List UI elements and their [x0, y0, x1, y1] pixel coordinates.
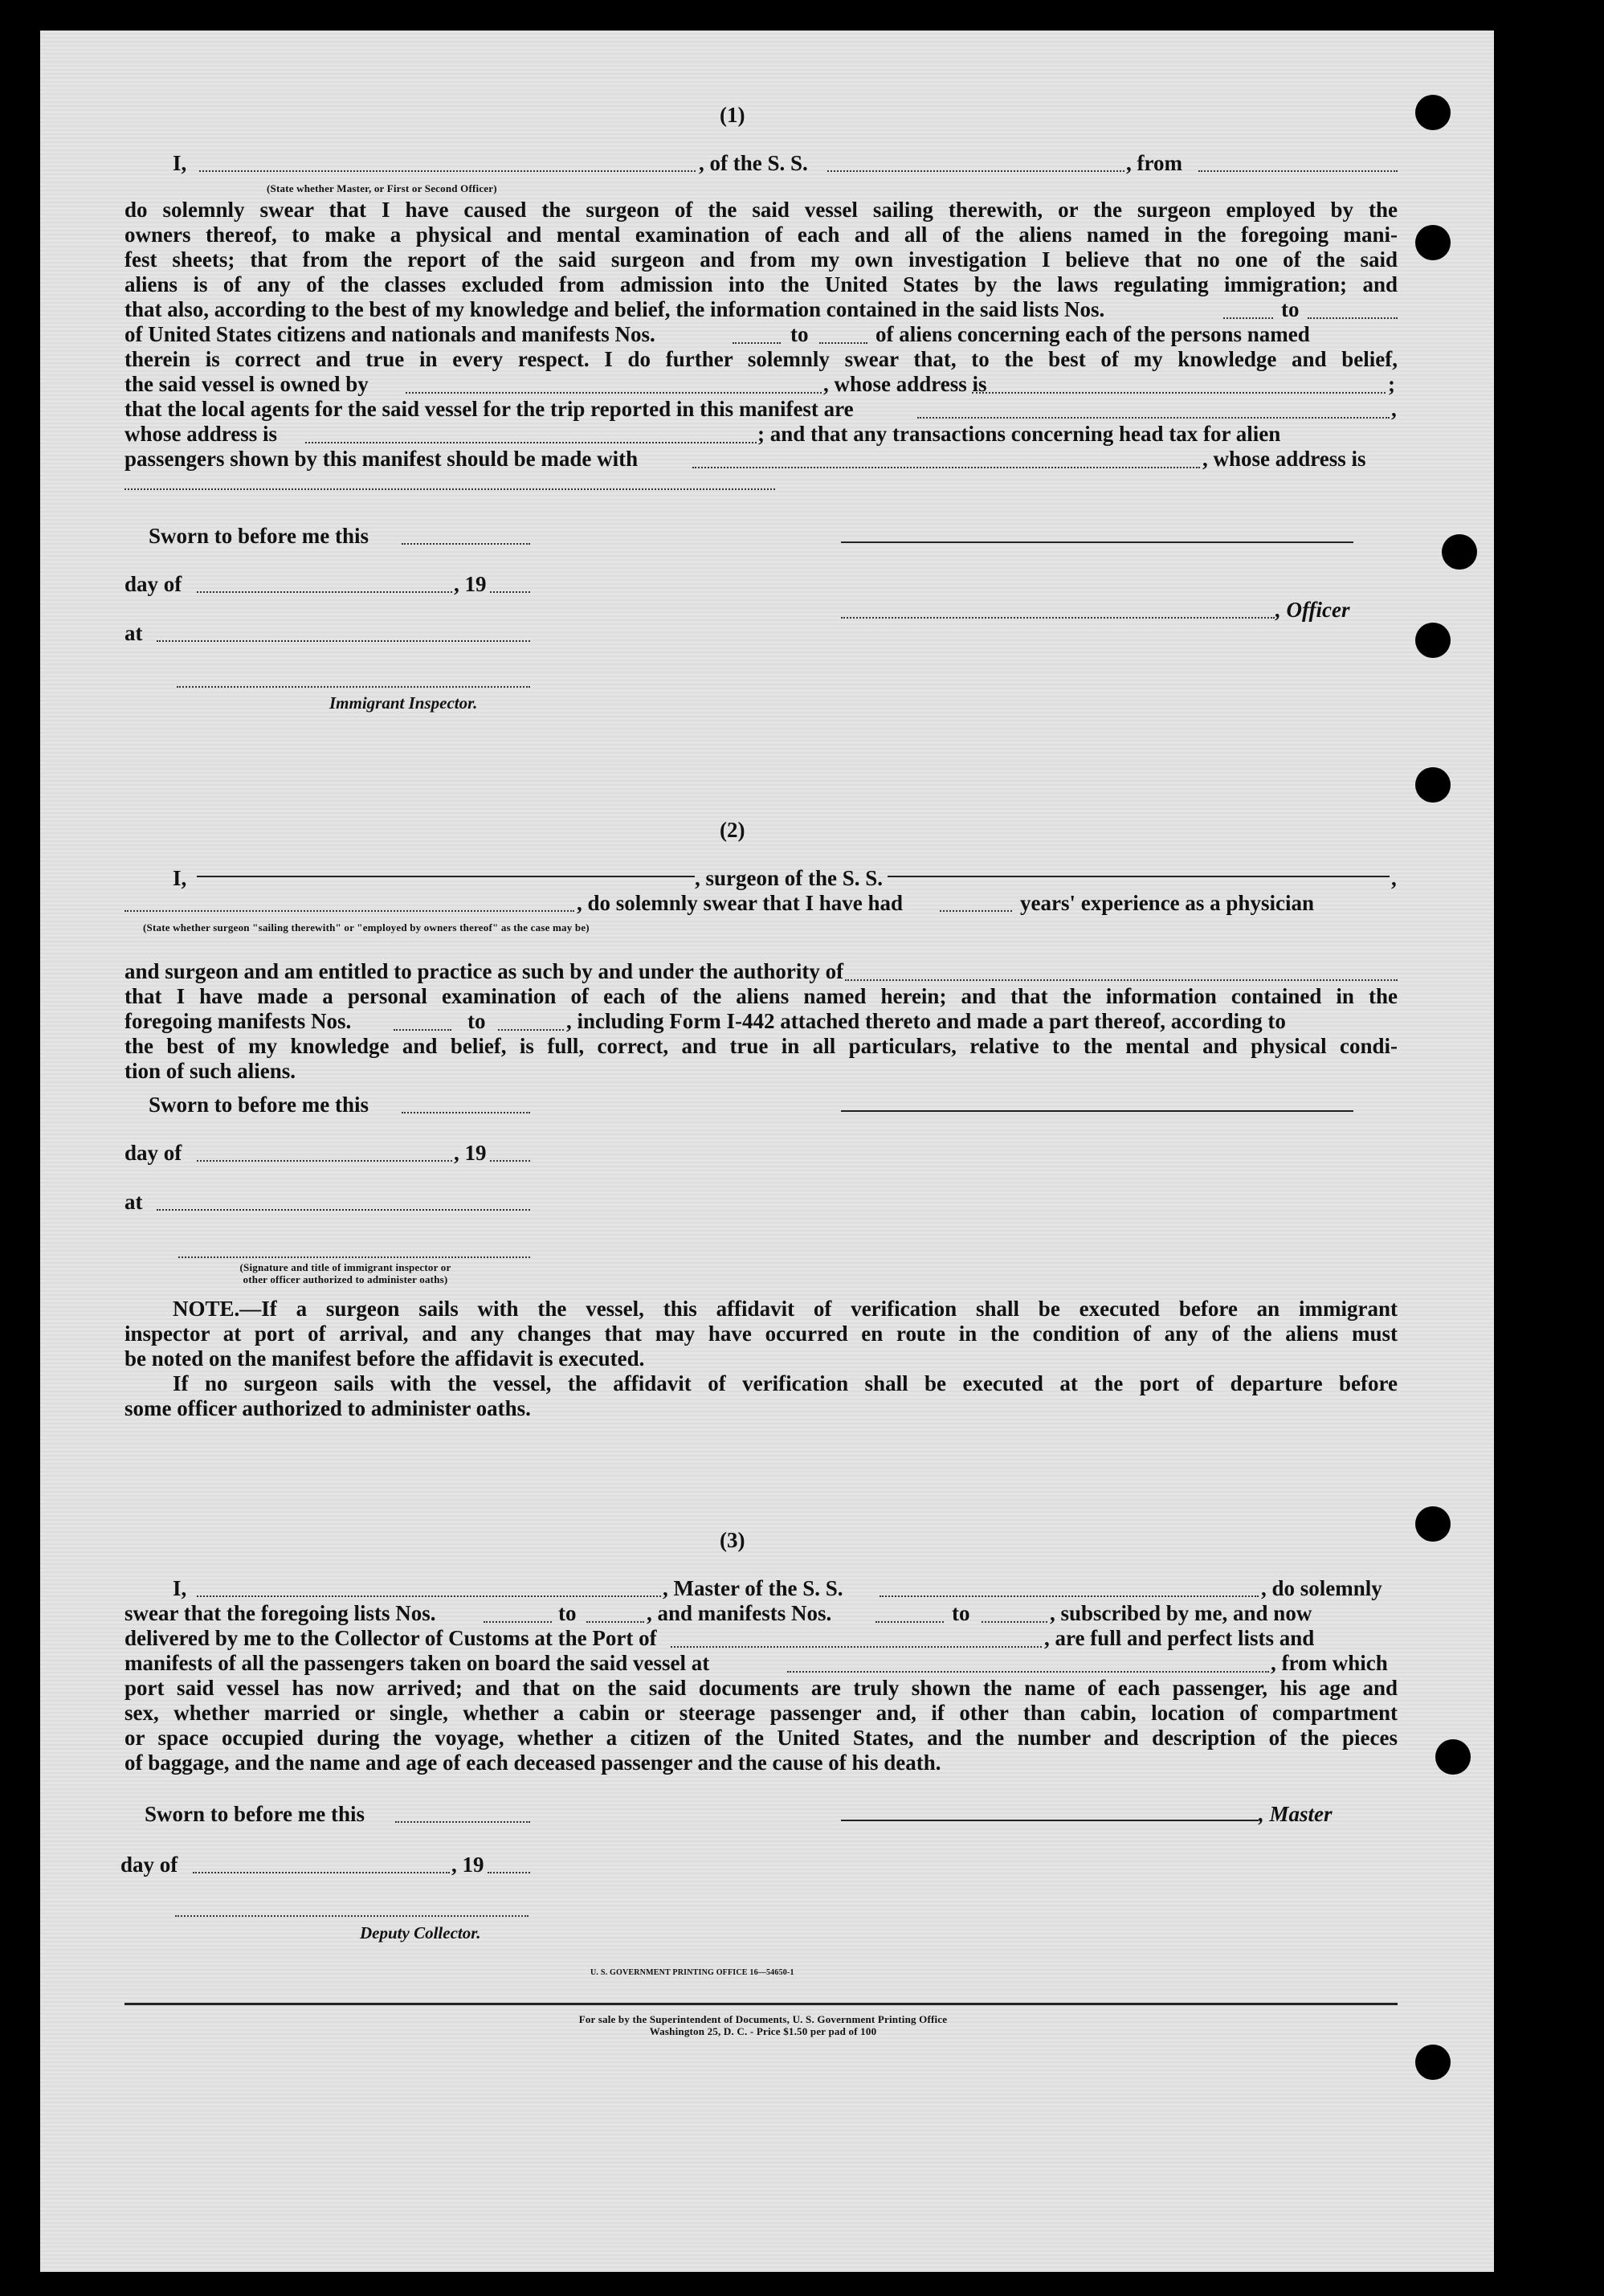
s3-para-line: port said vessel has now arrived; and that on the said documents are truly shown the name of each passenger, his age and	[124, 1676, 1398, 1700]
s1-inspector-signature-line[interactable]	[177, 686, 530, 688]
punch-hole	[1435, 1739, 1471, 1775]
s3-day-of-label: day of	[120, 1853, 178, 1877]
s2-note-line: NOTE.—If a surgeon sails with the vessel, this affidavit of verification shall be executed before an immigrant	[173, 1297, 1398, 1321]
s1-owner-address-field[interactable]	[972, 392, 1386, 394]
s1-head-tax-address-field[interactable]	[124, 488, 775, 490]
s3-master-signature-line[interactable]	[841, 1820, 1259, 1821]
s1-manifests-to-field[interactable]	[819, 342, 867, 344]
s1-whose-address-label: , whose address is	[823, 372, 987, 396]
s3-sworn-field[interactable]	[395, 1821, 530, 1823]
s2-sworn-field[interactable]	[402, 1112, 530, 1113]
sale-notice: Washington 25, D. C. - Price $1.50 per pad of 100	[649, 2025, 877, 2037]
s3-para-line: or space occupied during the voyage, whether a citizen of the United States, and the number and description of the pieces	[124, 1726, 1398, 1750]
s1-officer-note: (State whether Master, or First or Second Officer)	[267, 182, 497, 194]
s3-port-field[interactable]	[671, 1646, 1042, 1648]
s1-officer-signature-line[interactable]	[841, 541, 1353, 543]
s3-embark-port-field[interactable]	[787, 1671, 1269, 1673]
s2-surgeon-of-label: , surgeon of the S. S.	[695, 866, 884, 890]
s1-manifests-from-field[interactable]	[733, 342, 781, 344]
punch-hole	[1415, 2045, 1451, 2080]
s2-surgeon-note: (State whether surgeon "sailing therewith" or "employed by owners thereof" as the case may be)	[143, 921, 590, 934]
s1-at-field[interactable]	[157, 640, 530, 642]
s3-year-label: , 19	[451, 1853, 484, 1877]
s2-swear-text: , do solemnly swear that I have had	[577, 891, 904, 915]
s1-day-of-label: day of	[124, 572, 182, 596]
s3-day-field[interactable]	[193, 1872, 450, 1873]
s1-lists-to-field[interactable]	[1308, 317, 1398, 319]
punch-hole	[1415, 623, 1451, 658]
s2-surgeon-type-field[interactable]	[124, 910, 574, 912]
s2-including-text: , including Form I-442 attached thereto and made a part thereof, according to	[566, 1009, 1286, 1033]
s1-lists-from-field[interactable]	[1223, 317, 1273, 319]
s1-owner-field[interactable]	[406, 392, 822, 394]
s2-comma: ,	[1391, 866, 1397, 890]
s1-sworn-field[interactable]	[402, 543, 530, 545]
punch-hole	[1415, 1506, 1451, 1542]
s3-to-label: to	[558, 1601, 577, 1625]
s3-lists-from-field[interactable]	[484, 1621, 552, 1623]
s2-years-text: years' experience as a physician	[1020, 891, 1314, 915]
s2-at-field[interactable]	[157, 1209, 530, 1211]
s3-full-perfect-text: , are full and perfect lists and	[1044, 1626, 1315, 1650]
s3-master-of-label: , Master of the S. S.	[663, 1576, 843, 1600]
s2-day-of-label: day of	[124, 1141, 182, 1165]
s2-signature-note: other officer authorized to administer oaths)	[243, 1273, 448, 1285]
s2-at-label: at	[124, 1190, 143, 1214]
s3-deputy-label: Deputy Collector.	[360, 1923, 481, 1943]
s3-subscribed-text: , subscribed by me, and now	[1050, 1601, 1312, 1625]
s1-from-label: , from	[1126, 151, 1182, 175]
s2-para-line: foregoing manifests Nos.	[124, 1009, 352, 1033]
s1-para-line: therein is correct and true in every respect. I do further solemnly swear that, to the best of my knowledge and belief,	[124, 347, 1398, 371]
s3-para-line: sex, whether married or single, whether a cabin or steerage passenger and, if other than cabin, location of compartment	[124, 1701, 1398, 1725]
s1-whose-address-label-2: , whose address is	[1202, 447, 1366, 471]
s1-para-line: aliens is of any of the classes excluded from admission into the United States by the laws regulating immigration; and	[124, 272, 1398, 296]
punch-hole	[1415, 767, 1451, 803]
punch-hole	[1442, 534, 1477, 570]
s3-and-manifests-text: , and manifests Nos.	[647, 1601, 832, 1625]
s1-to-label: to	[1281, 297, 1300, 321]
s2-years-field[interactable]	[940, 910, 1012, 912]
s1-from-field[interactable]	[1198, 170, 1398, 172]
sale-notice: For sale by the Superintendent of Documents, U. S. Government Printing Office	[578, 2013, 948, 2025]
manifest-affidavit-page	[40, 31, 1494, 2272]
s1-semicolon: ;	[1388, 372, 1395, 396]
s2-day-field[interactable]	[197, 1160, 452, 1162]
s1-para-line: fest sheets; that from the report of the said surgeon and from my own investigation I believe that no one of the said	[124, 247, 1398, 272]
s1-officer-name-field[interactable]	[199, 170, 696, 172]
s2-i-label: I,	[173, 866, 187, 890]
s2-manifests-from-field[interactable]	[394, 1029, 451, 1031]
s2-para-line: the best of my knowledge and belief, is full, correct, and true in all particulars, relative to the mental and physical condi-	[124, 1034, 1398, 1058]
s1-day-field[interactable]	[197, 591, 452, 593]
s1-at-label: at	[124, 621, 143, 645]
section-2-number: (2)	[720, 818, 745, 842]
s1-head-tax-contact-field[interactable]	[692, 467, 1200, 468]
s3-sworn-label: Sworn to before me this	[145, 1802, 365, 1826]
s3-vessel-field[interactable]	[880, 1595, 1259, 1597]
s2-authority-field[interactable]	[845, 979, 1398, 981]
s2-vessel-field[interactable]	[888, 876, 1390, 877]
s3-lists-to-field[interactable]	[586, 1621, 644, 1623]
punch-hole	[1415, 95, 1451, 130]
s2-inspector-signature-line[interactable]	[178, 1256, 530, 1258]
s2-para-line: tion of such aliens.	[124, 1059, 296, 1083]
s1-para-line: of United States citizens and nationals and manifests Nos.	[124, 322, 655, 346]
s1-local-agents-field[interactable]	[917, 417, 1390, 419]
s3-manifests-from-field[interactable]	[875, 1621, 944, 1623]
s3-para-line: delivered by me to the Collector of Customs at the Port of	[124, 1626, 657, 1650]
s2-year-field[interactable]	[490, 1160, 530, 1162]
s3-year-field[interactable]	[488, 1872, 530, 1873]
section-3-number: (3)	[720, 1528, 745, 1552]
s3-from-which-text: , from which	[1271, 1651, 1388, 1675]
s1-para-line: that the local agents for the said vessel for the trip reported in this manifest are	[124, 397, 854, 421]
s1-officer-name-line[interactable]	[841, 617, 1275, 619]
s1-officer-label: , Officer	[1275, 598, 1350, 622]
s1-agents-address-field[interactable]	[305, 442, 757, 443]
s2-note-line: some officer authorized to administer oaths.	[124, 1396, 531, 1420]
s2-surgeon-signature-line[interactable]	[841, 1110, 1353, 1112]
s1-inspector-label: Immigrant Inspector.	[329, 693, 478, 713]
s1-vessel-name-field[interactable]	[827, 170, 1124, 172]
s2-note-line: inspector at port of arrival, and any changes that may have occurred en route in the condition of any of the aliens must	[124, 1322, 1398, 1346]
s3-para-line: manifests of all the passengers taken on board the said vessel at	[124, 1651, 710, 1675]
s3-para-line: of baggage, and the name and age of each deceased passenger and the cause of his death.	[124, 1751, 941, 1775]
s2-to-label: to	[467, 1009, 486, 1033]
s3-to-label-2: to	[952, 1601, 970, 1625]
s3-do-solemnly-text: , do solemnly	[1261, 1576, 1382, 1600]
s1-head-tax-text: ; and that any transactions concerning head tax for alien	[757, 422, 1281, 446]
s1-of-aliens-text: of aliens concerning each of the persons named	[875, 322, 1310, 346]
s1-year-label: , 19	[454, 572, 487, 596]
s2-surgeon-name-field[interactable]	[197, 876, 695, 877]
s1-para-line: passengers shown by this manifest should be made with	[124, 447, 639, 471]
s2-signature-note: (Signature and title of immigrant inspector or	[239, 1261, 451, 1273]
s3-i-label: I,	[173, 1576, 187, 1600]
s1-to-label: to	[790, 322, 809, 346]
s1-para-line: that also, according to the best of my knowledge and belief, the information contained in the said lists Nos.	[124, 297, 1105, 321]
s3-para-line: swear that the foregoing lists Nos.	[124, 1601, 436, 1625]
punch-hole	[1415, 225, 1451, 260]
s1-comma: ,	[1391, 397, 1397, 421]
s2-para-line: and surgeon and am entitled to practice as such by and under the authority of	[124, 959, 844, 983]
printing-office-imprint: U. S. GOVERNMENT PRINTING OFFICE 16—54650-1	[590, 1968, 794, 1977]
s1-of-ss-label: , of the S. S.	[699, 151, 808, 175]
s1-para-line: the said vessel is owned by	[124, 372, 369, 396]
s3-master-label: , Master	[1259, 1802, 1333, 1826]
s2-note-line: If no surgeon sails with the vessel, the affidavit of verification shall be executed at the port of departure before	[173, 1371, 1398, 1395]
s3-master-name-field[interactable]	[197, 1595, 661, 1597]
s1-para-line: whose address is	[124, 422, 278, 446]
s2-note-line: be noted on the manifest before the affidavit is executed.	[124, 1346, 645, 1371]
s2-para-line: that I have made a personal examination of each of the aliens named herein; and that the information contained in the	[124, 984, 1398, 1008]
s3-deputy-signature-line[interactable]	[175, 1915, 529, 1917]
s1-i-label: I,	[173, 151, 187, 175]
s2-manifests-to-field[interactable]	[498, 1029, 564, 1031]
s1-para-line: owners thereof, to make a physical and mental examination of each and all of the aliens named in the foregoing mani-	[124, 223, 1398, 247]
s3-manifests-to-field[interactable]	[982, 1621, 1047, 1623]
section-1-number: (1)	[720, 103, 745, 127]
s1-para-line: do solemnly swear that I have caused the surgeon of the said vessel sailing therewith, or the surgeon employed by the	[124, 198, 1398, 222]
s1-sworn-label: Sworn to before me this	[149, 524, 369, 548]
s2-year-label: , 19	[454, 1141, 487, 1165]
s2-sworn-label: Sworn to before me this	[149, 1093, 369, 1117]
s1-year-field[interactable]	[490, 591, 530, 593]
footer-rule	[124, 2003, 1398, 2005]
